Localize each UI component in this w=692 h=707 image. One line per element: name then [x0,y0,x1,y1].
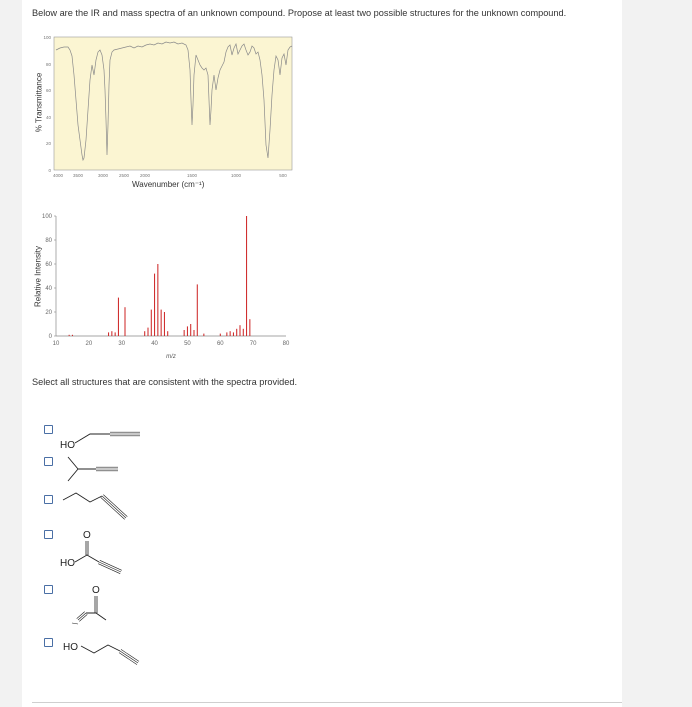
option-b-structure [60,452,130,492]
option-f-label: HO [63,642,78,653]
bottom-divider [32,702,622,703]
ir-y-tick: 40 [45,115,51,120]
question-text: Select all structures that are consistent with the spectra provided. [32,377,298,387]
ms-peak-bar [203,334,204,336]
ms-x-tick-label: 10 [52,341,60,347]
option-b-checkbox[interactable] [44,457,53,466]
ir-y-tick: 60 [45,88,51,93]
ir-plot-area [54,37,292,170]
ir-y-label: % Transmittance [34,72,44,133]
option-d-structure [55,525,135,575]
ms-peak-bar [118,298,119,336]
ms-y-tick-label: 80 [45,238,52,244]
option-f-structure [58,633,148,673]
ms-y-tick-label: 40 [45,286,52,292]
ms-peak-bar [243,329,244,336]
ir-x-tick: 3500 [72,173,84,178]
ms-x-tick-label: 50 [184,341,191,347]
ms-peak-bar [111,331,112,336]
option-e-structure [58,580,138,630]
ms-x-tick-label: 30 [118,341,126,347]
ms-peak-bar [125,307,126,336]
ms-x-tick-label: 70 [249,341,257,347]
ir-x-tick: 2000 [139,173,151,178]
ms-y-label: Relative Intensity [33,246,43,307]
ir-y-tick: 0 [48,168,51,173]
ms-y-tick-label: 0 [48,334,52,340]
ms-peak-bar [230,331,231,336]
ms-x-tick-label: 40 [151,341,158,347]
ir-x-tick: 3000 [97,173,109,178]
option-e-checkbox[interactable] [44,585,53,594]
ms-x-tick-label: 80 [282,341,290,347]
option-c-checkbox[interactable] [44,495,53,504]
ms-peak-bar [108,332,109,336]
ms-peak-bar [151,310,152,336]
ms-peak-bar [144,331,145,336]
ms-peak-bar [167,331,168,336]
ms-y-tick-label: 100 [41,214,52,220]
option-f-checkbox[interactable] [44,638,53,647]
ir-x-tick: 1500 [186,173,198,178]
ms-peak-bar [148,328,149,336]
ms-peak-bar [249,319,250,336]
ms-peak-bar [184,330,185,336]
option-a-checkbox[interactable] [44,425,53,434]
ms-peak-bar [187,326,188,336]
ms-peak-bar [190,324,191,336]
ir-spectrum [42,30,302,190]
ir-y-tick: 20 [45,141,51,146]
ms-peak-bar [69,335,70,336]
ms-y-tick-label: 60 [45,262,52,268]
ms-peak-bar [197,284,198,336]
ir-x-tick: 500 [279,173,287,178]
ms-peak-bar [226,332,227,336]
ms-peak-bar [246,216,247,336]
option-a-label: HO [60,440,75,451]
ir-y-tick: 80 [45,62,51,67]
prompt-text: Below are the IR and mass spectra of an unknown compound. Propose at least two possible structures for the unknown compound. [32,8,567,18]
option-d-carbonyl-o: O [83,530,91,541]
ir-x-tick: 4000 [52,173,64,178]
option-e-carbonyl-o: O [92,585,100,596]
ms-x-label: m/z [166,354,176,360]
ms-peak-bar [233,332,234,336]
ms-peak-bar [72,335,73,336]
ms-peak-bar [236,329,237,336]
ms-y-tick-label: 20 [45,310,52,316]
ms-peak-bar [240,325,241,336]
ms-peak-bar [157,264,158,336]
option-c-structure [58,490,138,525]
ir-x-label: Wavenumber (cm⁻¹) [132,180,205,189]
ms-peak-bar [220,334,221,336]
ms-x-tick-label: 60 [216,341,224,347]
ms-peak-bar [154,274,155,336]
ir-x-tick: 2500 [118,173,130,178]
ms-peak-bar [161,310,162,336]
option-d-label: HO [60,558,75,569]
ir-x-tick: 1000 [230,173,242,178]
ms-peak-bar [115,332,116,336]
option-d-checkbox[interactable] [44,530,53,539]
ir-y-tick: 100 [43,35,51,40]
option-a-structure [55,425,150,455]
mass-spectrum [40,210,300,360]
ms-x-tick-label: 20 [85,341,93,347]
ms-peak-bar [194,330,195,336]
ms-peak-bar [164,312,165,336]
